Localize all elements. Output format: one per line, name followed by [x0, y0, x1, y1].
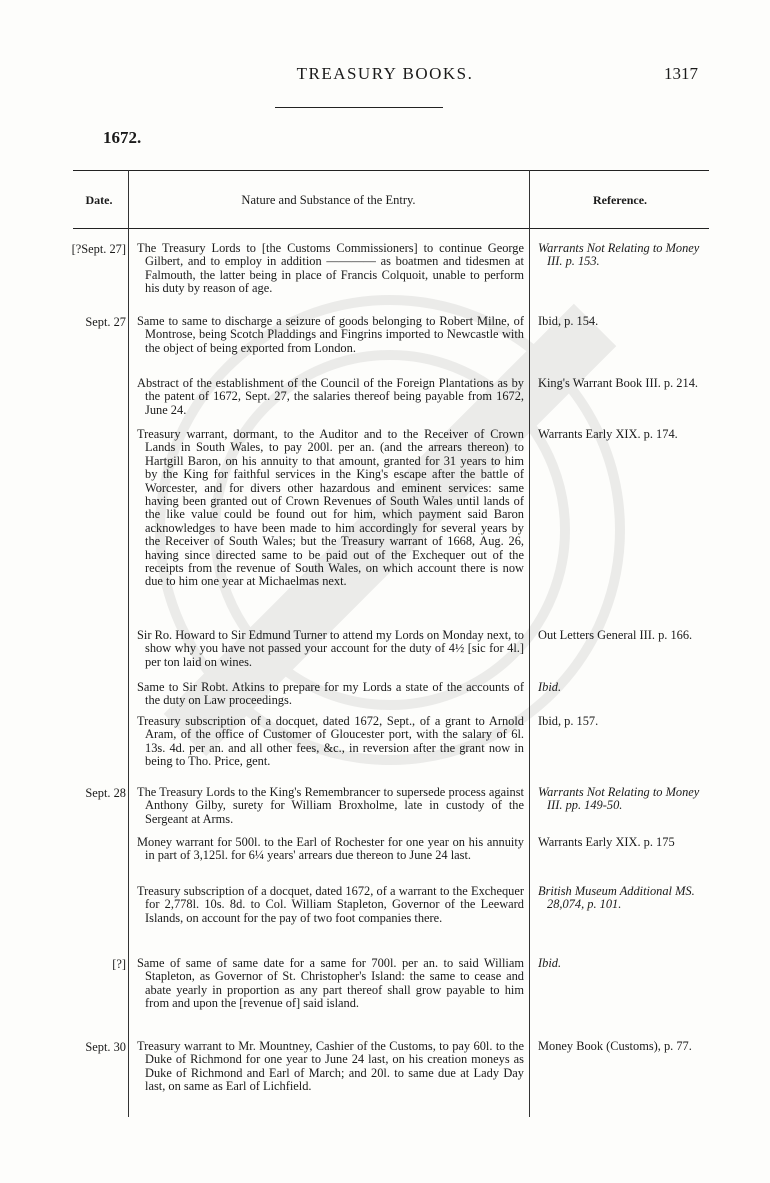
entry-text: Treasury warrant, dormant, to the Auditor and to the Receiver of Crown Lands in South Wales, to pay 200l. per an. (and the arrears thereon) to Hartgill Baron, on his annuity to that amount, granted for 31 years to him by the King for faithful services in the King's escape after the battle of Worcester, and for divers other hazardous and eminent services: same having been granted out of Crown Revenues of South Wales until lands of the like value could be found out for him, which payment said Baron acknowledges to have been made to him accordingly for several years by the Receiver of South Wales; but the Treasury warrant of 1668, Aug. 26, having since directed same to be paid out of the Exchequer out of the receipts from the revenue of South Wales, on which account there is now due to him one year at Michaelmas next. — [137, 427, 524, 589]
entry-reference: Ibid. — [538, 956, 562, 970]
entry-date: Sept. 27 — [85, 315, 126, 329]
entry-date: Sept. 30 — [85, 1040, 126, 1054]
entry-reference: British Museum Additional MS. 28,074, p. 101. — [538, 884, 695, 912]
year-heading: 1672. — [103, 128, 142, 147]
entry-reference: Ibid, p. 154. — [538, 314, 599, 328]
entry-text: Abstract of the establishment of the Council of the Foreign Plantations as by the patent of 1672, Sept. 27, the salaries thereof being payable from 1672, June 24. — [137, 376, 524, 417]
entry-text: Treasury subscription of a docquet, dated 1672, of a warrant to the Exchequer for 2,778l. 10s. 8d. to Col. William Stapleton, Governor of the Leeward Islands, on account for the pay of two foot companies there. — [137, 884, 524, 925]
column-header-date: Date. — [85, 193, 113, 207]
entry-reference: Warrants Early XIX. p. 175 — [538, 835, 675, 849]
entry-reference: Warrants Not Relating to Money III. p. 153. — [538, 241, 700, 269]
entry-reference: Out Letters General III. p. 166. — [538, 628, 693, 642]
entry-text: Sir Ro. Howard to Sir Edmund Turner to attend my Lords on Monday next, to show why you have not passed your account for the duty of 4½ [sic for 4l.] per ton laid on wines. — [137, 628, 524, 669]
entry-reference: King's Warrant Book III. p. 214. — [538, 376, 698, 390]
entry-text: Same to Sir Robt. Atkins to prepare for my Lords a state of the accounts of the duty on Law proceedings. — [137, 680, 524, 708]
entry-reference: Money Book (Customs), p. 77. — [538, 1039, 692, 1053]
table-header-rule — [73, 228, 709, 229]
page-number: 1317 — [664, 64, 698, 83]
column-header-nature: Nature and Substance of the Entry. — [241, 193, 416, 207]
entry-text: The Treasury Lords to [the Customs Commissioners] to continue George Gilbert, and to employ in addition ———— as boatmen and tidesmen at Falmouth, the latter being in place of Francis Colquoit, unable to perform his duty by reason of age. — [137, 241, 524, 296]
entry-reference: Warrants Not Relating to Money III. pp. 149-50. — [538, 785, 700, 813]
entry-date: Sept. 28 — [85, 786, 126, 800]
entry-reference: Ibid, p. 157. — [538, 714, 599, 728]
entry-text: Same of same of same date for a same for 700l. per an. to said William Stapleton, as Governor of St. Christopher's Island: the same to cease and abate yearly in proportion as any part thereof shall grow payable to him from and upon the [revenue of] said island. — [137, 956, 524, 1011]
entry-text: Treasury warrant to Mr. Mountney, Cashier of the Customs, to pay 60l. to the Duke of Richmond for one year to June 24 last, on his creation moneys as Duke of Richmond and Earl of March; and 20l. to same due at Lady Day last, on same as Earl of Lichfield. — [137, 1039, 524, 1094]
entry-reference: Warrants Early XIX. p. 174. — [538, 427, 678, 441]
entry-date: [?Sept. 27] — [71, 242, 126, 256]
table-top-rule — [73, 170, 709, 171]
entry-text: Money warrant for 500l. to the Earl of Rochester for one year on his annuity in part of 3,125l. for 6¼ years' arrears due thereon to June 24 last. — [137, 835, 524, 863]
column-divider-date — [128, 170, 129, 1117]
column-divider-reference — [529, 170, 530, 1117]
entry-date: [?] — [112, 957, 126, 971]
entry-text: Same to same to discharge a seizure of goods belonging to Robert Milne, of Montrose, being Scotch Pladdings and Fingrins imported to Newcastle with the object of being exported from London. — [137, 314, 524, 355]
column-header-reference: Reference. — [592, 193, 648, 207]
entry-text: The Treasury Lords to the King's Remembrancer to supersede process against Anthony Gilby, surety for William Broxholme, late in custody of the Sergeant at Arms. — [137, 785, 524, 826]
entry-text: Treasury subscription of a docquet, dated 1672, Sept., of a grant to Arnold Aram, of the office of Customer of Gloucester port, with the salary of 6l. 13s. 4d. per an. and all other fees, &c., in reversion after the grant now in being to Tho. Price, gent. — [137, 714, 524, 769]
page-header-title: TREASURY BOOKS. — [296, 64, 474, 83]
entry-reference: Ibid. — [538, 680, 562, 694]
header-rule — [275, 107, 443, 108]
